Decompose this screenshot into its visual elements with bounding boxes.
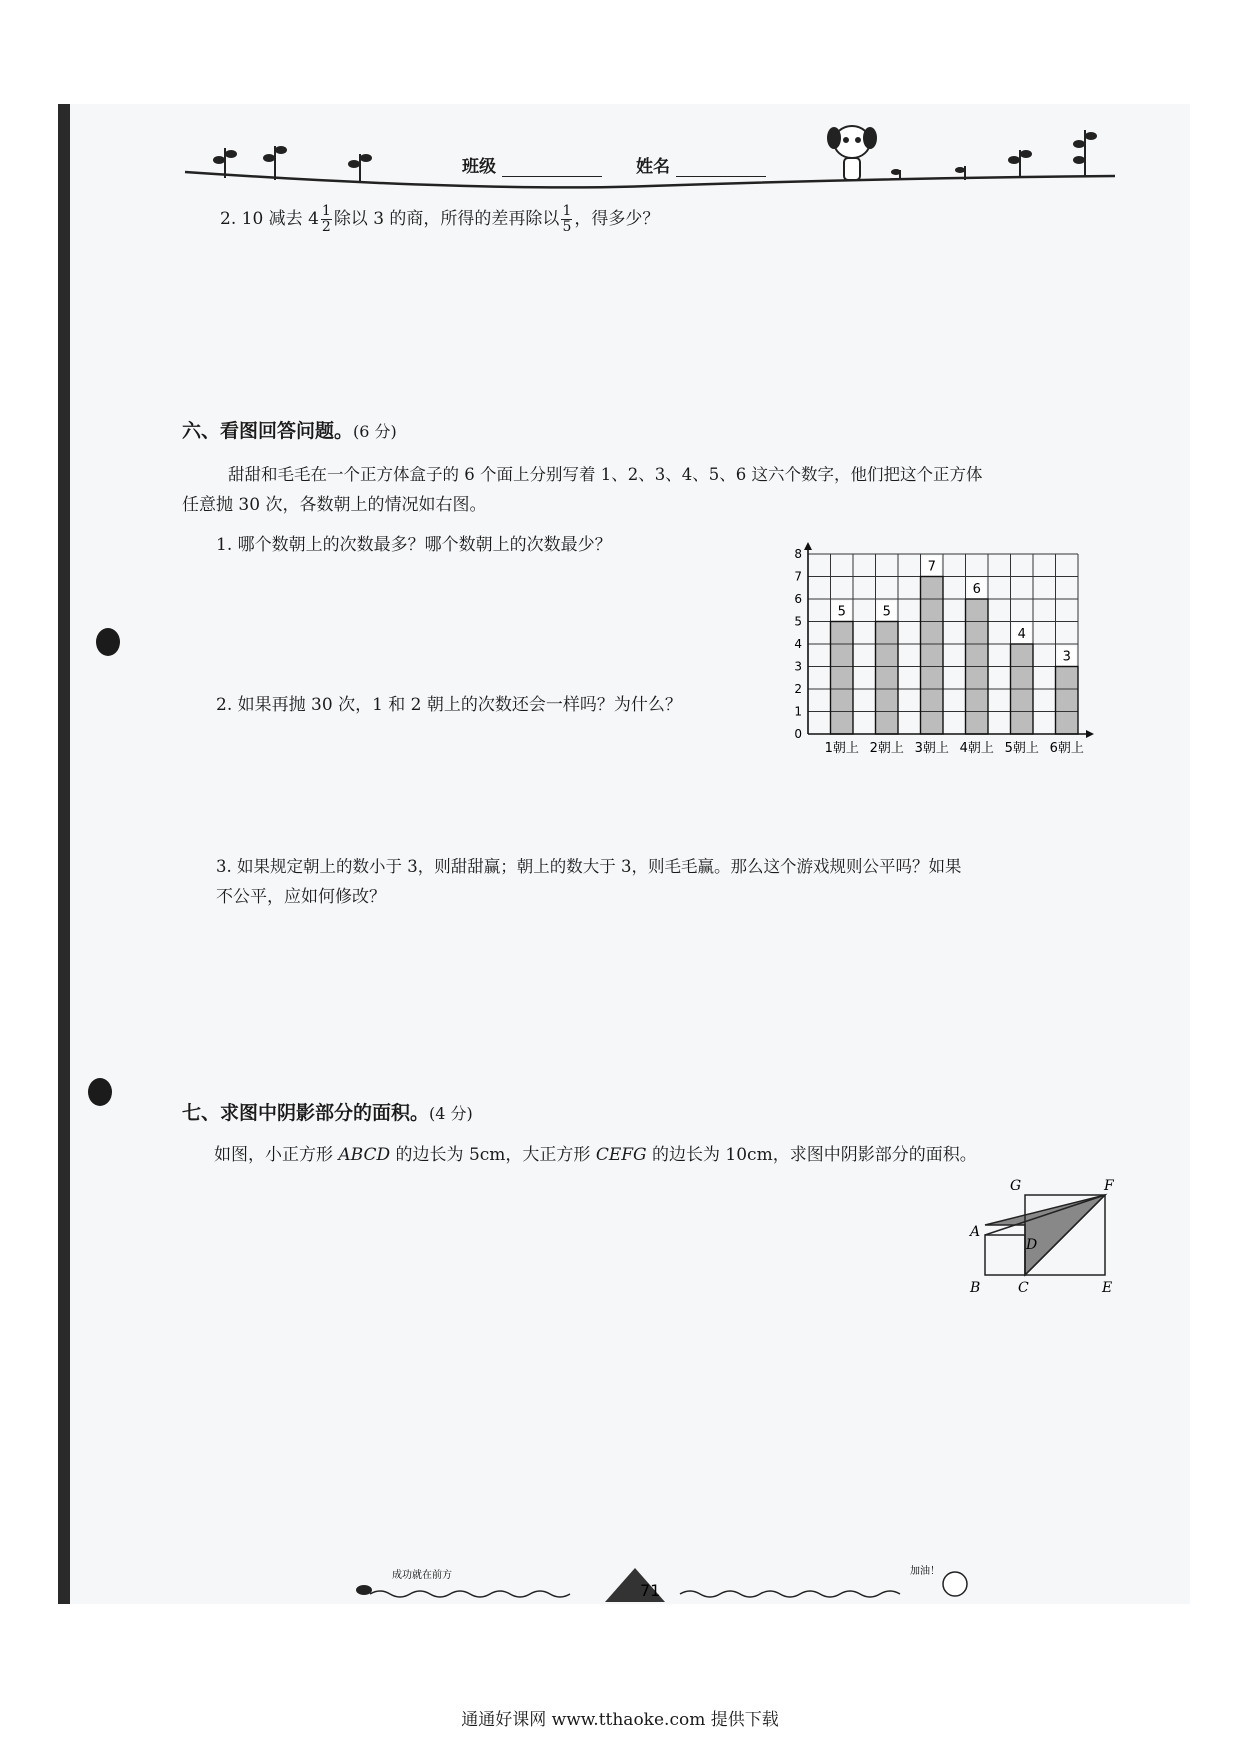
data-label: 6 bbox=[972, 582, 981, 597]
punch-hole-bottom bbox=[88, 1078, 112, 1106]
puppy-icon bbox=[828, 126, 876, 180]
section-7-title bbox=[182, 1098, 473, 1125]
x-tick-label: 4朝上 bbox=[959, 741, 994, 756]
intro-line-1: 甜甜和毛毛在一个正方体盒子的 6 个面上分别写着 1、2、3、4、5、6 这六个数字，他们把这个正方体 bbox=[228, 465, 983, 484]
ant-icon bbox=[356, 1585, 372, 1595]
bar-chart bbox=[780, 538, 1120, 758]
y-tick-label: 6 bbox=[794, 592, 802, 606]
fraction-denominator: 2 bbox=[321, 219, 331, 235]
data-label: 4 bbox=[1017, 627, 1026, 642]
bar bbox=[921, 577, 944, 735]
name-field bbox=[636, 152, 766, 177]
banner-right-text: 加油！ bbox=[910, 1566, 940, 1577]
y-tick-label: 4 bbox=[794, 637, 802, 651]
fraction-denominator: 5 bbox=[562, 219, 572, 235]
geometry-figure bbox=[960, 1176, 1120, 1296]
y-tick-label: 7 bbox=[794, 569, 802, 584]
question-5-2 bbox=[220, 204, 659, 235]
data-label: 5 bbox=[837, 604, 846, 620]
y-tick-label: 0 bbox=[794, 727, 802, 741]
square-cefg-label: CEFG bbox=[595, 1145, 647, 1165]
label-b: B bbox=[970, 1280, 981, 1296]
question-6-1: 1. 哪个数朝上的次数最多？哪个数朝上的次数最少？ bbox=[216, 535, 612, 555]
wave-left bbox=[370, 1591, 570, 1597]
label-g: G bbox=[1010, 1178, 1022, 1194]
fraction-numerator: 1 bbox=[321, 203, 331, 219]
x-axis-arrow bbox=[1086, 730, 1094, 738]
y-tick-label: 1 bbox=[794, 704, 802, 719]
question-6-2: 2. 如果再抛 30 次，1 和 2 朝上的次数还会一样吗？为什么？ bbox=[216, 695, 682, 715]
class-blank[interactable] bbox=[502, 175, 602, 177]
y-tick-label: 5 bbox=[794, 614, 802, 629]
section-7-text bbox=[214, 1140, 977, 1170]
x-tick-label: 6朝上 bbox=[1049, 741, 1084, 756]
mascot-icon bbox=[943, 1572, 967, 1596]
question-6-3 bbox=[216, 852, 1116, 912]
q5-2-suffix: ，得多少？ bbox=[574, 209, 660, 229]
label-f: F bbox=[1104, 1178, 1114, 1194]
class-label: 班级 bbox=[462, 157, 496, 177]
s7-text-c: 的边长为 10cm，求图中阴影部分的面积。 bbox=[646, 1145, 977, 1165]
page-number: 71 bbox=[640, 1581, 661, 1600]
punch-hole-top bbox=[96, 628, 120, 656]
bar bbox=[876, 622, 899, 735]
q3-line-2: 不公平，应如何修改？ bbox=[216, 887, 386, 907]
site-footer: 通通好课网 www.tthaoke.com 提供下载 bbox=[461, 1710, 779, 1730]
name-blank[interactable] bbox=[676, 175, 766, 177]
bar bbox=[1056, 667, 1079, 735]
y-axis-arrow bbox=[804, 542, 812, 550]
x-tick-label: 5朝上 bbox=[1004, 741, 1039, 756]
banner-left-text: 成功就在前方 bbox=[392, 1570, 452, 1581]
y-tick-label: 2 bbox=[794, 682, 802, 696]
label-e: E bbox=[1102, 1280, 1113, 1296]
wave-right bbox=[680, 1591, 900, 1597]
q5-2-prefix: 2. 10 减去 4 bbox=[220, 209, 319, 229]
section-6-intro bbox=[182, 460, 1122, 520]
label-a: A bbox=[970, 1224, 981, 1240]
x-tick-label: 3朝上 bbox=[914, 741, 949, 756]
section-7-heading: 七、求图中阴影部分的面积。 bbox=[182, 1102, 430, 1124]
s7-text-b: 的边长为 5cm，大正方形 bbox=[390, 1145, 596, 1165]
section-6-title bbox=[182, 416, 397, 443]
section-7-points: (4 分) bbox=[429, 1104, 473, 1123]
s7-text-a: 如图，小正方形 bbox=[214, 1145, 339, 1165]
bar bbox=[831, 622, 854, 735]
class-field bbox=[462, 152, 602, 177]
section-6-heading: 六、看图回答问题。 bbox=[182, 420, 354, 442]
small-square-abcd bbox=[985, 1235, 1025, 1275]
fraction-numerator: 1 bbox=[562, 203, 572, 219]
fraction-one-fifth bbox=[561, 204, 572, 235]
fraction-one-half bbox=[321, 204, 332, 235]
bottom-banner bbox=[350, 1560, 990, 1610]
y-tick-label: 3 bbox=[794, 659, 802, 674]
name-label: 姓名 bbox=[636, 157, 670, 177]
data-label: 7 bbox=[927, 559, 936, 575]
x-tick-label: 2朝上 bbox=[869, 741, 904, 756]
q5-2-middle: 除以 3 的商，所得的差再除以 bbox=[333, 209, 560, 229]
x-tick-label: 1朝上 bbox=[824, 741, 859, 756]
label-d: D bbox=[1026, 1237, 1038, 1253]
section-6-points: (6 分) bbox=[353, 422, 397, 441]
intro-line-2: 任意抛 30 次，各数朝上的情况如右图。 bbox=[182, 495, 487, 515]
label-c: C bbox=[1018, 1280, 1029, 1296]
data-label: 3 bbox=[1062, 649, 1071, 665]
data-label: 5 bbox=[882, 604, 891, 620]
square-abcd-label: ABCD bbox=[338, 1145, 391, 1165]
y-tick-label: 8 bbox=[794, 547, 802, 561]
q3-line-1: 3. 如果规定朝上的数小于 3，则甜甜赢；朝上的数大于 3，则毛毛赢。那么这个游戏规则公平吗？如果 bbox=[216, 857, 962, 876]
